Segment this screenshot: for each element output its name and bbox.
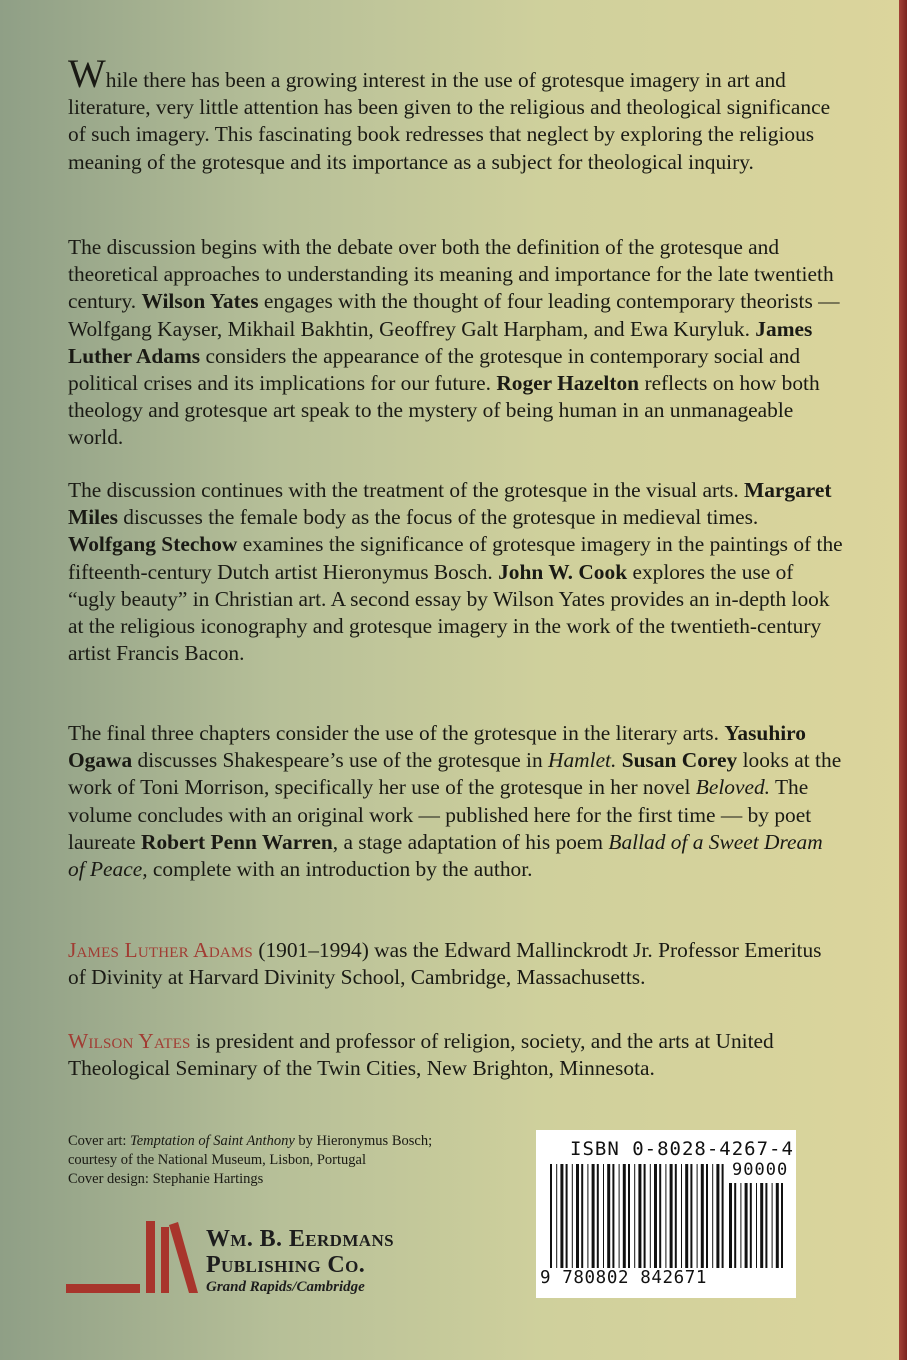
publisher-line-2: Publishing Co.	[206, 1252, 366, 1278]
contributor-name: Roger Hazelton	[496, 371, 640, 396]
text-run: The discussion begins with the debate over both the definition of the grotesque and theoretical approaches to understanding its meaning and importance for the late twentieth century.	[68, 235, 834, 314]
contributor-name: John W. Cook	[498, 559, 628, 584]
text-run: The discussion continues with the treatment of the grotesque in the visual arts.	[68, 478, 745, 502]
text-run: reflects on how both theology and grotesque art speak to the mystery of being human in an unmanageable world.	[68, 371, 820, 450]
publisher-logo	[66, 1218, 446, 1318]
contributor-name: Wolfgang Stechow	[68, 532, 238, 557]
work-title: Beloved.	[695, 775, 771, 800]
addon-barcode-bars	[729, 1183, 785, 1268]
editor-name: James Luther Adams	[68, 938, 253, 962]
work-title: Ballad of a Sweet Dream of Peace,	[68, 829, 823, 882]
text-run: , a stage adaptation of his poem	[332, 829, 609, 854]
book-spines-icon	[66, 1218, 206, 1296]
contributor-name: Susan Corey	[621, 748, 738, 773]
text-run: explores the use of “ugly beauty” in Christian art. A second essay by Wilson Yates provides an in-depth look at the religious iconography and grotesque imagery in the work of the twentieth-century artist Francis Bacon.	[68, 559, 830, 666]
text-run: considers the appearance of the grotesque in contemporary social and political crises and its implications for our future.	[68, 343, 801, 396]
contributor-name: Robert Penn Warren	[141, 829, 333, 854]
text-run: examines the significance of grotesque imagery in the paintings of the fifteenth-century Dutch artist Hieronymus Bosch.	[68, 532, 843, 584]
bio-text: (1901–1994) was the Edward Mallinckrodt Jr. Professor Emeritus of Divinity at Harvard Divinity School, Cambridge, Massachusetts.	[68, 938, 822, 990]
theory-paragraph	[68, 234, 843, 452]
visual-arts-paragraph	[68, 477, 843, 667]
work-title: Hamlet.	[548, 748, 617, 773]
contributor-name: Yasuhiro Ogawa	[68, 721, 806, 773]
editor-bio-yates	[68, 1028, 843, 1082]
text-run: The volume concludes with an original work — published here for the first time — by poet laureate	[68, 775, 812, 854]
text-run: The final three chapters consider the use of the grotesque in the literary arts.	[68, 721, 725, 745]
cover-art-credit	[68, 1132, 528, 1151]
editor-bio-adams	[68, 937, 843, 991]
publisher-line-1: Wm. B. Eerdmans	[206, 1226, 395, 1252]
text-run: discusses the female body as the focus of the grotesque in medieval times.	[117, 505, 759, 530]
text-run: looks at the work of Toni Morrison, specifically her use of the grotesque in her novel	[68, 748, 842, 800]
artwork-title: Temptation of Saint Anthony	[130, 1133, 295, 1149]
contributor-name: James Luther Adams	[68, 316, 813, 368]
ean-barcode-bars	[550, 1164, 728, 1268]
drop-cap: W	[68, 51, 106, 96]
publisher-location: Grand Rapids/Cambridge	[206, 1279, 365, 1295]
editor-name: Wilson Yates	[68, 1029, 191, 1053]
text-run: discusses Shakespeare’s use of the grotesque in	[132, 748, 549, 773]
credit-label: Cover art:	[68, 1133, 131, 1149]
literary-arts-paragraph	[68, 720, 843, 883]
price-addon-number: 90000	[732, 1160, 789, 1180]
intro-text: hile there has been a growing interest in the use of grotesque imagery in art and literature, very little attention has been given to the religious and theological significance of such imagery. This fascinating book redresses that neglect by exploring the religious meaning of the grotesque and its importance as a subject for theological inquiry.	[68, 68, 831, 174]
credit-text: by Hieronymus Bosch;	[294, 1133, 433, 1149]
text-run: complete with an introduction by the author.	[147, 857, 533, 882]
contributor-name: Wilson Yates	[141, 289, 259, 314]
contributor-name: Margaret Miles	[68, 478, 832, 530]
publisher-name	[206, 1226, 394, 1296]
isbn-number: ISBN 0-8028-4267-4	[570, 1138, 794, 1160]
bio-text: is president and professor of religion, society, and the arts at United Theological Seminary of the Twin Cities, New Brighton, Minnesota.	[68, 1029, 774, 1081]
text-run: engages with the thought of four leading contemporary theorists — Wolfgang Kayser, Mikhail Bakhtin, Geoffrey Galt Harpham, and Ewa Kuryluk.	[68, 289, 840, 341]
cover-credits	[68, 1132, 528, 1189]
isbn-barcode	[536, 1130, 796, 1298]
cover-design-credit: Cover design: Stephanie Hartings	[68, 1171, 264, 1187]
intro-paragraph	[68, 51, 843, 176]
ean-digits: 9 780802 842671	[540, 1268, 708, 1288]
courtesy-credit: courtesy of the National Museum, Lisbon, Portugal	[68, 1152, 367, 1168]
spine-edge-band	[899, 0, 907, 1360]
